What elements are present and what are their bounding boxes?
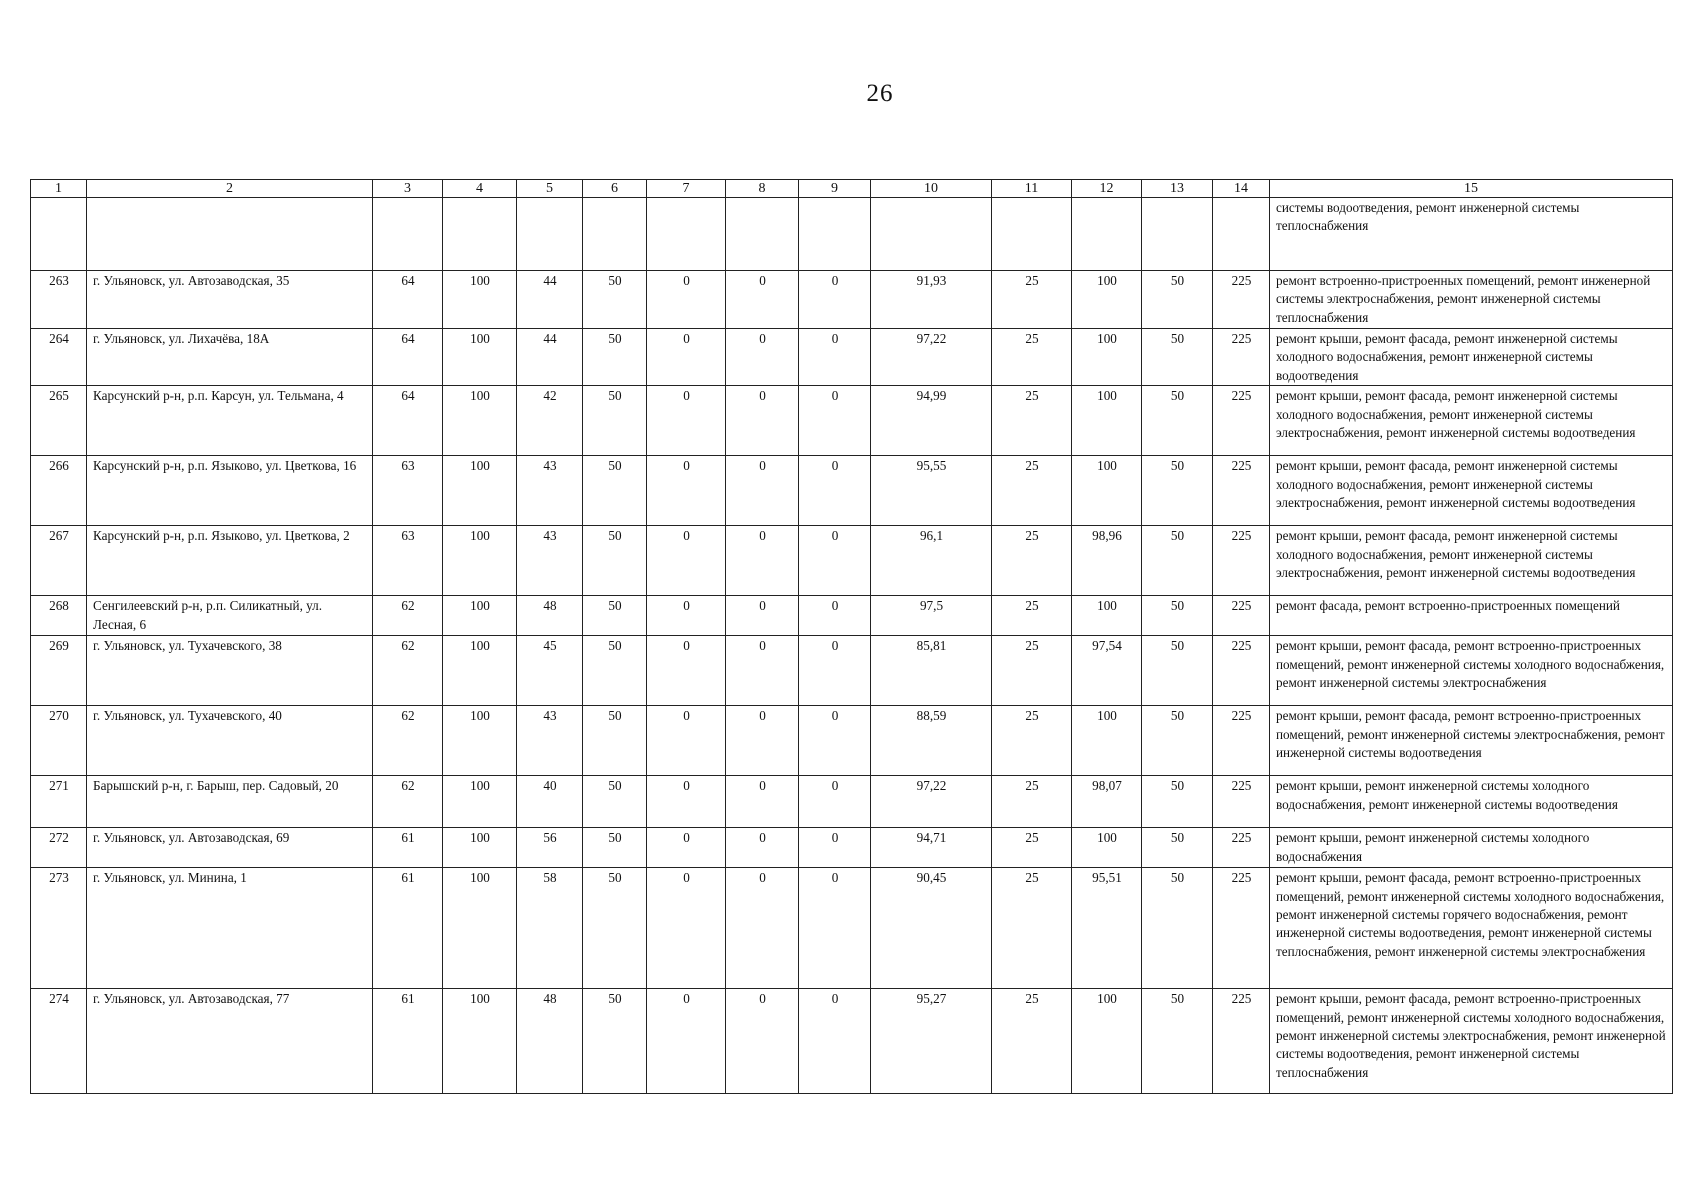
cell-col14: 225 <box>1213 329 1270 386</box>
cell-col5: 44 <box>517 329 583 386</box>
cell-col4: 100 <box>443 526 517 596</box>
cell-col4: 100 <box>443 868 517 989</box>
cell-col9: 0 <box>799 526 871 596</box>
cell-col4: 100 <box>443 989 517 1094</box>
col-header: 5 <box>517 180 583 198</box>
col-header: 2 <box>87 180 373 198</box>
table-row <box>31 526 1673 596</box>
col-header: 11 <box>992 180 1072 198</box>
table-row <box>31 456 1673 526</box>
cell-col11: 25 <box>992 706 1072 776</box>
row-address: Сенгилеевский р-н, р.п. Силикатный, ул. Лесная, 6 <box>87 596 373 636</box>
cell-col12: 97,54 <box>1072 636 1142 706</box>
col-header: 13 <box>1142 180 1213 198</box>
cell-col6: 50 <box>583 329 647 386</box>
cell-col14: 225 <box>1213 386 1270 456</box>
col-header: 9 <box>799 180 871 198</box>
cell-col5: 42 <box>517 386 583 456</box>
row-description: системы водоотведения, ремонт инженерной системы теплоснабжения <box>1270 198 1673 271</box>
cell-col3: 64 <box>373 271 443 329</box>
table-row <box>31 636 1673 706</box>
cell-col3: 63 <box>373 526 443 596</box>
row-number: 263 <box>31 271 87 329</box>
cell-col7: 0 <box>647 526 726 596</box>
cell-col7: 0 <box>647 828 726 868</box>
row-address: г. Ульяновск, ул. Автозаводская, 77 <box>87 989 373 1094</box>
cell-col9: 0 <box>799 456 871 526</box>
table-row <box>31 868 1673 989</box>
cell-col12: 100 <box>1072 329 1142 386</box>
cell-col12: 100 <box>1072 456 1142 526</box>
row-number: 274 <box>31 989 87 1094</box>
cell-col4: 100 <box>443 596 517 636</box>
cell-col11: 25 <box>992 386 1072 456</box>
cell-col8: 0 <box>726 386 799 456</box>
row-address: Карсунский р-н, р.п. Языково, ул. Цветкова, 2 <box>87 526 373 596</box>
cell-col8: 0 <box>726 329 799 386</box>
cell-col13: 50 <box>1142 271 1213 329</box>
cell-col10: 94,71 <box>871 828 992 868</box>
row-description: ремонт крыши, ремонт фасада, ремонт инженерной системы холодного водоснабжения, ремонт инженерной системы электроснабжения, ремонт инженерной системы водоотведения <box>1270 456 1673 526</box>
page-number: 26 <box>866 80 894 107</box>
cell-col3: 61 <box>373 989 443 1094</box>
row-number: 267 <box>31 526 87 596</box>
cell-col8: 0 <box>726 828 799 868</box>
cell-col4: 100 <box>443 271 517 329</box>
row-address: г. Ульяновск, ул. Лихачёва, 18А <box>87 329 373 386</box>
cell-col5: 43 <box>517 456 583 526</box>
row-description: ремонт крыши, ремонт фасада, ремонт встроенно-пристроенных помещений, ремонт инженерной системы холодного водоснабжения, ремонт инженерной системы электроснабжения, ремонт инженерной системы водоотведения, ремонт инженерной системы теплоснабжения <box>1270 989 1673 1094</box>
table-row <box>31 596 1673 636</box>
cell-col9: 0 <box>799 868 871 989</box>
table-row <box>31 329 1673 386</box>
row-number: 273 <box>31 868 87 989</box>
cell-col12: 100 <box>1072 271 1142 329</box>
cell-col4: 100 <box>443 636 517 706</box>
cell-col5: 40 <box>517 776 583 828</box>
cell-col14: 225 <box>1213 776 1270 828</box>
row-number: 266 <box>31 456 87 526</box>
cell-col10: 88,59 <box>871 706 992 776</box>
cell-col14: 225 <box>1213 526 1270 596</box>
cell-col10: 97,5 <box>871 596 992 636</box>
cell-col7: 0 <box>647 989 726 1094</box>
cell-col14: 225 <box>1213 989 1270 1094</box>
row-description: ремонт крыши, ремонт фасада, ремонт инженерной системы холодного водоснабжения, ремонт инженерной системы электроснабжения, ремонт инженерной системы водоотведения <box>1270 386 1673 456</box>
cell-col3: 62 <box>373 706 443 776</box>
row-address: г. Ульяновск, ул. Минина, 1 <box>87 868 373 989</box>
cell-col11: 25 <box>992 329 1072 386</box>
col-header: 4 <box>443 180 517 198</box>
row-description: ремонт крыши, ремонт фасада, ремонт инженерной системы холодного водоснабжения, ремонт инженерной системы электроснабжения, ремонт инженерной системы водоотведения <box>1270 526 1673 596</box>
cell-col11: 25 <box>992 989 1072 1094</box>
cell-col7: 0 <box>647 329 726 386</box>
cell-col10: 95,55 <box>871 456 992 526</box>
cell-col3: 61 <box>373 868 443 989</box>
cell-col7: 0 <box>647 596 726 636</box>
row-number: 264 <box>31 329 87 386</box>
row-description: ремонт крыши, ремонт инженерной системы холодного водоснабжения <box>1270 828 1673 868</box>
row-number: 272 <box>31 828 87 868</box>
cell-col4: 100 <box>443 329 517 386</box>
cell-col4: 100 <box>443 776 517 828</box>
cell-col5: 43 <box>517 706 583 776</box>
cell-col8: 0 <box>726 271 799 329</box>
cell-col13: 50 <box>1142 776 1213 828</box>
cell-col13: 50 <box>1142 329 1213 386</box>
row-description: ремонт крыши, ремонт инженерной системы холодного водоснабжения, ремонт инженерной системы водоотведения <box>1270 776 1673 828</box>
cell-col13: 50 <box>1142 828 1213 868</box>
table-row <box>31 828 1673 868</box>
cell-col4: 100 <box>443 386 517 456</box>
cell-col6: 50 <box>583 776 647 828</box>
cell-col5: 56 <box>517 828 583 868</box>
cell-col9: 0 <box>799 989 871 1094</box>
cell-col10: 97,22 <box>871 329 992 386</box>
table-row <box>31 386 1673 456</box>
cell-col5: 44 <box>517 271 583 329</box>
cell-col11: 25 <box>992 776 1072 828</box>
cell-col7: 0 <box>647 776 726 828</box>
cell-col12: 100 <box>1072 386 1142 456</box>
cell-col8: 0 <box>726 596 799 636</box>
cell-col8: 0 <box>726 989 799 1094</box>
cell-col13: 50 <box>1142 989 1213 1094</box>
cell-col6: 50 <box>583 828 647 868</box>
row-address: г. Ульяновск, ул. Тухачевского, 40 <box>87 706 373 776</box>
cell-col13: 50 <box>1142 706 1213 776</box>
cell-col5: 58 <box>517 868 583 989</box>
cell-col14: 225 <box>1213 271 1270 329</box>
cell-col10: 97,22 <box>871 776 992 828</box>
row-description: ремонт фасада, ремонт встроенно-пристроенных помещений <box>1270 596 1673 636</box>
cell-col10: 94,99 <box>871 386 992 456</box>
cell-col8: 0 <box>726 636 799 706</box>
row-number: 268 <box>31 596 87 636</box>
cell-col4: 100 <box>443 706 517 776</box>
cell-col9: 0 <box>799 596 871 636</box>
cell-col14: 225 <box>1213 636 1270 706</box>
cell-col7: 0 <box>647 706 726 776</box>
cell-col9: 0 <box>799 776 871 828</box>
cell-col14: 225 <box>1213 596 1270 636</box>
cell-col8: 0 <box>726 776 799 828</box>
cell-col11: 25 <box>992 828 1072 868</box>
cell-col3: 62 <box>373 596 443 636</box>
cell-col10: 91,93 <box>871 271 992 329</box>
table-row <box>31 706 1673 776</box>
row-number: 270 <box>31 706 87 776</box>
cell-col12: 98,07 <box>1072 776 1142 828</box>
cell-col5: 43 <box>517 526 583 596</box>
row-description: ремонт встроенно-пристроенных помещений, ремонт инженерной системы электроснабжения, ремонт инженерной системы теплоснабжения <box>1270 271 1673 329</box>
register-table <box>30 179 1673 1094</box>
cell-col5: 45 <box>517 636 583 706</box>
cell-col3: 62 <box>373 776 443 828</box>
row-number: 271 <box>31 776 87 828</box>
cell-col8: 0 <box>726 868 799 989</box>
cell-col9: 0 <box>799 706 871 776</box>
cell-col9: 0 <box>799 329 871 386</box>
row-description: ремонт крыши, ремонт фасада, ремонт встроенно-пристроенных помещений, ремонт инженерной системы электроснабжения, ремонт инженерной системы водоотведения <box>1270 706 1673 776</box>
col-header: 14 <box>1213 180 1270 198</box>
cell-col13: 50 <box>1142 526 1213 596</box>
cell-col13: 50 <box>1142 386 1213 456</box>
row-address: Барышский р-н, г. Барыш, пер. Садовый, 20 <box>87 776 373 828</box>
cell-col14: 225 <box>1213 456 1270 526</box>
continuation-row <box>31 198 1673 271</box>
cell-col6: 50 <box>583 456 647 526</box>
row-address: Карсунский р-н, р.п. Языково, ул. Цветкова, 16 <box>87 456 373 526</box>
cell-col3: 61 <box>373 828 443 868</box>
header-row <box>31 180 1673 198</box>
cell-col9: 0 <box>799 386 871 456</box>
table-row <box>31 776 1673 828</box>
row-address: г. Ульяновск, ул. Автозаводская, 69 <box>87 828 373 868</box>
col-header: 15 <box>1270 180 1673 198</box>
row-address: г. Ульяновск, ул. Тухачевского, 38 <box>87 636 373 706</box>
cell-col9: 0 <box>799 828 871 868</box>
cell-col6: 50 <box>583 271 647 329</box>
cell-col3: 62 <box>373 636 443 706</box>
row-description: ремонт крыши, ремонт фасада, ремонт инженерной системы холодного водоснабжения, ремонт инженерной системы водоотведения <box>1270 329 1673 386</box>
cell-col11: 25 <box>992 636 1072 706</box>
row-address: Карсунский р-н, р.п. Карсун, ул. Тельмана, 4 <box>87 386 373 456</box>
cell-col7: 0 <box>647 271 726 329</box>
cell-col8: 0 <box>726 526 799 596</box>
cell-col12: 100 <box>1072 596 1142 636</box>
cell-col8: 0 <box>726 456 799 526</box>
cell-col9: 0 <box>799 271 871 329</box>
cell-col10: 85,81 <box>871 636 992 706</box>
cell-col7: 0 <box>647 868 726 989</box>
cell-col12: 100 <box>1072 706 1142 776</box>
cell-col7: 0 <box>647 456 726 526</box>
cell-col11: 25 <box>992 456 1072 526</box>
cell-col9: 0 <box>799 636 871 706</box>
cell-col5: 48 <box>517 989 583 1094</box>
row-number: 269 <box>31 636 87 706</box>
cell-col14: 225 <box>1213 706 1270 776</box>
cell-col6: 50 <box>583 868 647 989</box>
cell-col6: 50 <box>583 526 647 596</box>
table-row <box>31 271 1673 329</box>
cell-col12: 98,96 <box>1072 526 1142 596</box>
cell-col10: 96,1 <box>871 526 992 596</box>
cell-col13: 50 <box>1142 868 1213 989</box>
cell-col3: 64 <box>373 386 443 456</box>
cell-col14: 225 <box>1213 828 1270 868</box>
row-description: ремонт крыши, ремонт фасада, ремонт встроенно-пристроенных помещений, ремонт инженерной системы холодного водоснабжения, ремонт инженерной системы горячего водоснабжения, ремонт инженерной системы водоотведения, ремонт инженерной системы теплоснабжения, ремонт инженерной системы электроснабжения <box>1270 868 1673 989</box>
cell-col3: 63 <box>373 456 443 526</box>
cell-col6: 50 <box>583 386 647 456</box>
cell-col8: 0 <box>726 706 799 776</box>
cell-col12: 95,51 <box>1072 868 1142 989</box>
row-number: 265 <box>31 386 87 456</box>
cell-col5: 48 <box>517 596 583 636</box>
cell-col13: 50 <box>1142 456 1213 526</box>
cell-col10: 95,27 <box>871 989 992 1094</box>
cell-col6: 50 <box>583 636 647 706</box>
cell-col6: 50 <box>583 706 647 776</box>
cell-col7: 0 <box>647 386 726 456</box>
cell-col10: 90,45 <box>871 868 992 989</box>
cell-col3: 64 <box>373 329 443 386</box>
cell-col11: 25 <box>992 271 1072 329</box>
cell-col13: 50 <box>1142 636 1213 706</box>
row-address: г. Ульяновск, ул. Автозаводская, 35 <box>87 271 373 329</box>
col-header: 1 <box>31 180 87 198</box>
cell-col7: 0 <box>647 636 726 706</box>
cell-col6: 50 <box>583 596 647 636</box>
col-header: 7 <box>647 180 726 198</box>
table-row <box>31 989 1673 1094</box>
cell-col6: 50 <box>583 989 647 1094</box>
col-header: 12 <box>1072 180 1142 198</box>
cell-col4: 100 <box>443 456 517 526</box>
col-header: 10 <box>871 180 992 198</box>
cell-col4: 100 <box>443 828 517 868</box>
col-header: 8 <box>726 180 799 198</box>
col-header: 3 <box>373 180 443 198</box>
cell-col11: 25 <box>992 526 1072 596</box>
cell-col11: 25 <box>992 596 1072 636</box>
cell-col11: 25 <box>992 868 1072 989</box>
row-description: ремонт крыши, ремонт фасада, ремонт встроенно-пристроенных помещений, ремонт инженерной системы холодного водоснабжения, ремонт инженерной системы электроснабжения <box>1270 636 1673 706</box>
cell-col12: 100 <box>1072 989 1142 1094</box>
cell-col12: 100 <box>1072 828 1142 868</box>
col-header: 6 <box>583 180 647 198</box>
cell-col14: 225 <box>1213 868 1270 989</box>
cell-col13: 50 <box>1142 596 1213 636</box>
